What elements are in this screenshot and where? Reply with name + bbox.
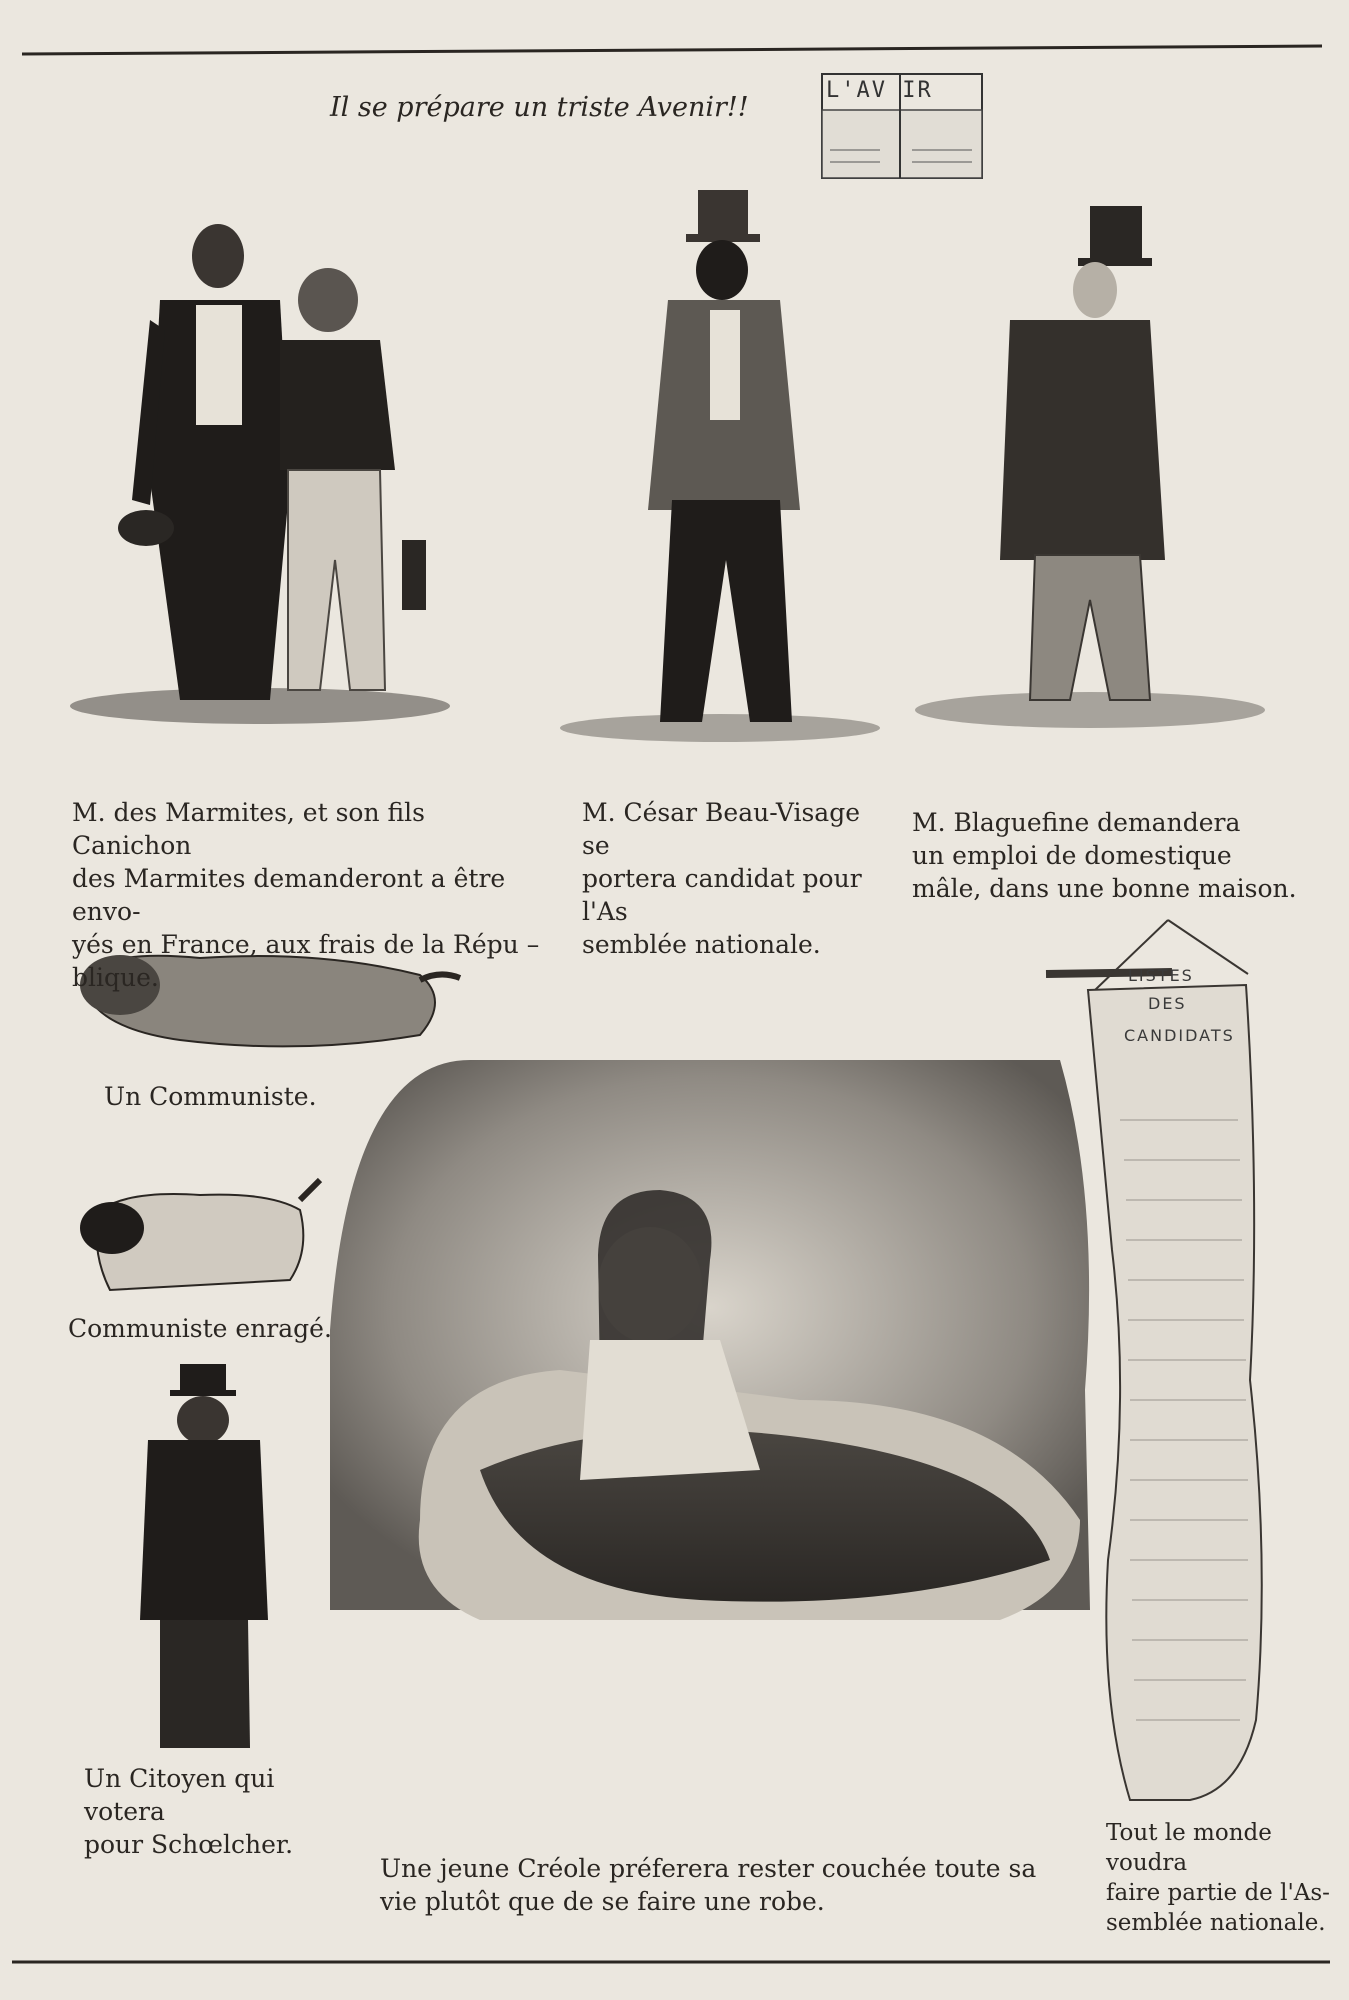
ground-shadow-beau-visage	[560, 714, 880, 742]
figure-marmites-father	[118, 224, 290, 700]
scroll-heading-line2: DES	[1148, 994, 1187, 1013]
scroll-heading-line3: CANDIDATS	[1124, 1026, 1235, 1045]
figure-communiste-enrage-dog	[80, 1180, 320, 1290]
caption-scroll: Tout le monde voudra faire partie de l'As- semblée nationale.	[1106, 1820, 1330, 1936]
figure-blaguefine	[1000, 206, 1165, 700]
stamp-text: L'AV IR	[826, 78, 933, 103]
top-border-line	[22, 46, 1322, 54]
caption-citoyen: Un Citoyen qui votera pour Schœlcher.	[84, 1764, 294, 1859]
caption-communiste-enrage: Communiste enragé.	[68, 1314, 332, 1343]
caption-marmites: M. des Marmites, et son fils Canichon des Marmites demanderont a être envo- yés en France, aux frais de la Répu – blique.	[72, 798, 540, 992]
caption-beau-visage: M. César Beau-Visage se portera candidat pour l'As semblée nationale.	[582, 798, 862, 959]
scroll-heading-line1: LISTES	[1128, 966, 1194, 985]
ground-shadow-blaguefine	[915, 692, 1265, 728]
caption-communiste: Un Communiste.	[104, 1082, 317, 1111]
creole-scene	[330, 1060, 1090, 1620]
figure-citoyen	[140, 1364, 268, 1748]
page-title: Il se prépare un triste Avenir!!	[330, 92, 749, 123]
figure-canichon-son	[280, 268, 426, 690]
caption-creole: Une jeune Créole préferera rester couchée toute sa vie plutôt que de se faire une robe.	[380, 1854, 1037, 1916]
caption-blaguefine: M. Blaguefine demandera un emploi de domestique mâle, dans une bonne maison.	[912, 808, 1297, 903]
figure-beau-visage	[648, 190, 800, 722]
